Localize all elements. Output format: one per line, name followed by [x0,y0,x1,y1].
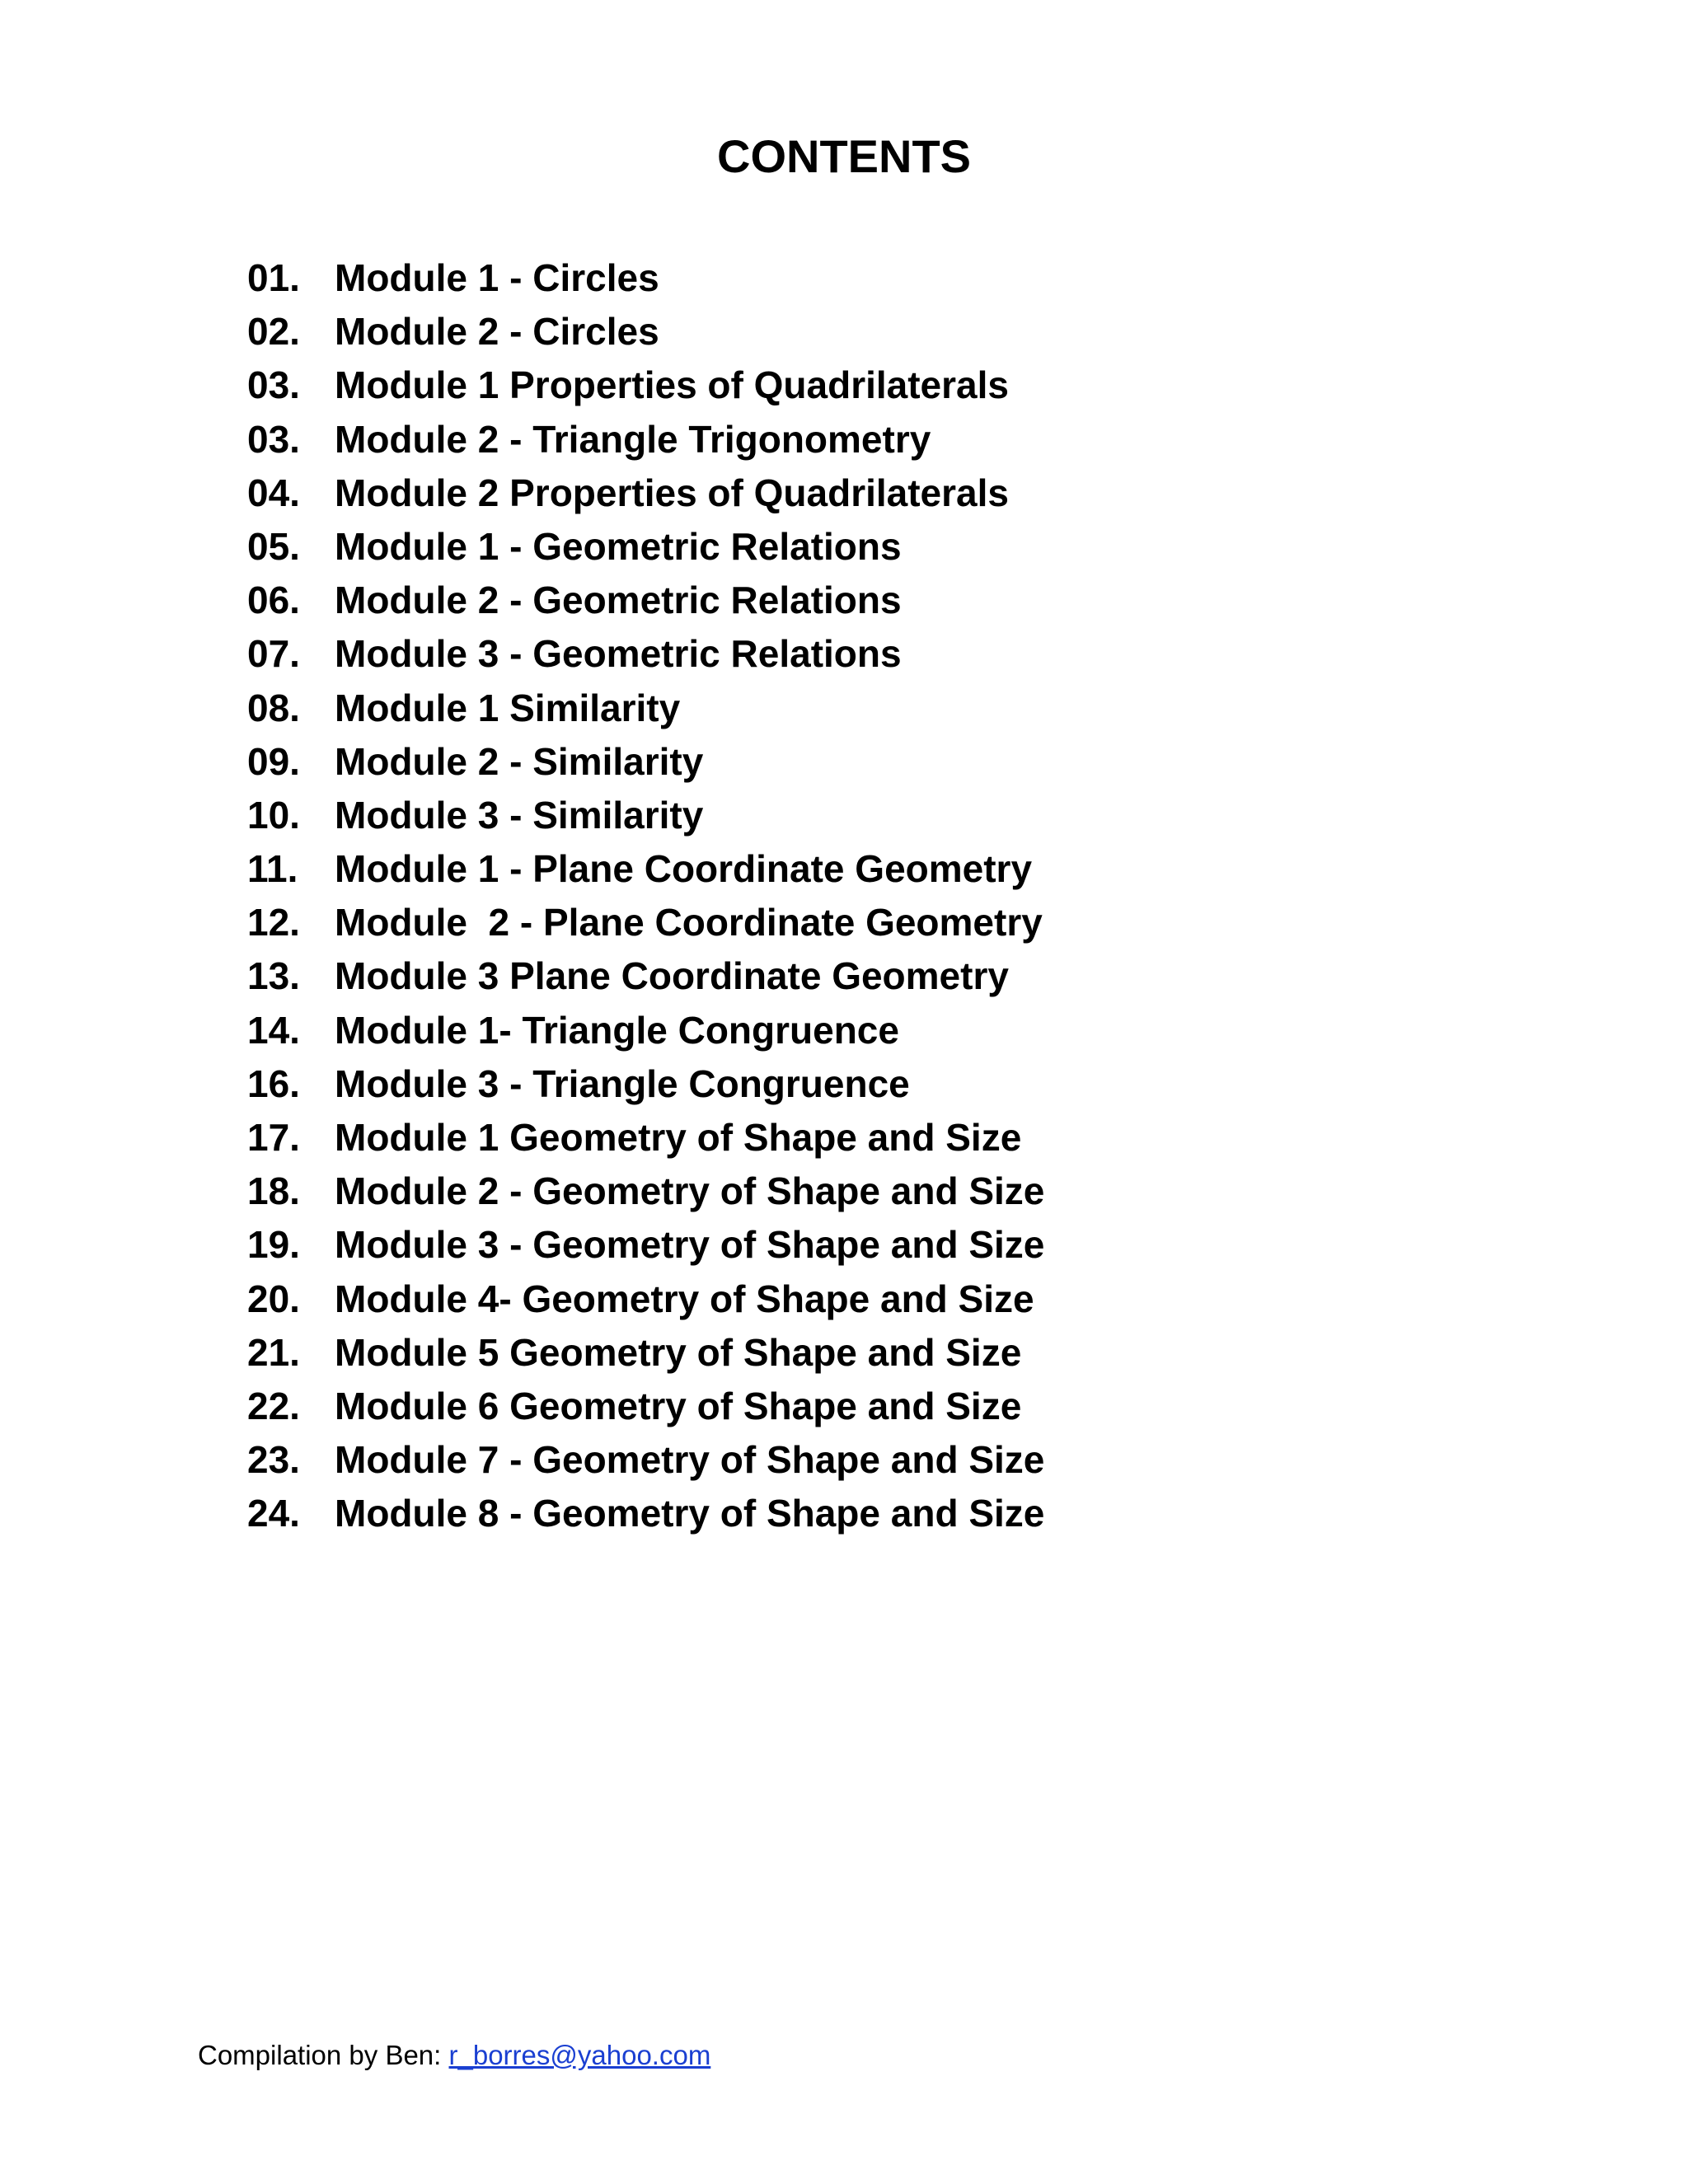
toc-entry-number: 21. [247,1330,300,1374]
footer-email-link[interactable]: r_borres@yahoo.com [448,2040,711,2070]
toc-entry-number: 05. [247,524,300,568]
toc-entry [247,309,1044,363]
toc-entry-title: Module 3 - Geometric Relations [335,632,902,676]
toc-entry-title: Module 1 Similarity [335,686,681,729]
toc-entry-title: Module 1 - Geometric Relations [335,524,902,568]
toc-entry-title: Module 4- Geometry of Shape and Size [335,1277,1034,1320]
toc-entry-title: Module 2 - Circles [335,310,659,354]
toc-entry [247,578,1044,631]
footer-label: Compilation by Ben: [198,2040,449,2070]
toc-entry [247,1384,1044,1437]
page-title: CONTENTS [717,130,971,182]
toc-entry-title: Module 6 Geometry of Shape and Size [335,1384,1022,1427]
table-of-contents [247,255,1044,1545]
toc-entry-title: Module 2 - Plane Coordinate Geometry [335,901,1043,944]
toc-entry-title: Module 1 - Circles [335,256,659,299]
footer [198,2037,710,2074]
toc-entry [247,471,1044,524]
toc-entry-number: 03. [247,363,300,407]
toc-entry-number: 04. [247,471,300,514]
toc-entry-title: Module 8 - Geometry of Shape and Size [335,1492,1045,1535]
toc-entry-number: 09. [247,739,300,783]
toc-entry-title: Module 2 Properties of Quadrilaterals [335,471,1009,514]
toc-entry [247,524,1044,578]
toc-entry-number: 13. [247,954,300,998]
toc-entry [247,846,1044,900]
toc-entry [247,1008,1044,1062]
toc-entry [247,954,1044,1007]
toc-entry [247,900,1044,954]
toc-entry-number: 01. [247,256,300,299]
toc-entry-title: Module 5 Geometry of Shape and Size [335,1330,1022,1374]
toc-entry-title: Module 3 - Similarity [335,793,704,837]
toc-entry [247,1169,1044,1222]
toc-entry [247,1062,1044,1115]
toc-entry [247,793,1044,846]
toc-entry-title: Module 3 Plane Coordinate Geometry [335,954,1009,998]
toc-entry-number: 24. [247,1492,300,1535]
toc-entry-title: Module 2 - Similarity [335,739,704,783]
toc-entry-title: Module 3 - Triangle Congruence [335,1062,910,1105]
toc-entry-number: 17. [247,1116,300,1159]
toc-entry-number: 02. [247,310,300,354]
toc-entry-title: Module 1 Geometry of Shape and Size [335,1116,1022,1159]
toc-entry [247,417,1044,471]
toc-entry [247,363,1044,416]
toc-entry-title: Module 1 Properties of Quadrilaterals [335,363,1009,407]
toc-entry [247,686,1044,739]
toc-entry-number: 12. [247,901,300,944]
toc-entry-title: Module 1 - Plane Coordinate Geometry [335,847,1033,891]
toc-entry-number: 07. [247,632,300,676]
toc-entry [247,1277,1044,1330]
toc-entry-number: 03. [247,417,300,461]
toc-entry-number: 14. [247,1008,300,1052]
toc-entry [247,255,1044,309]
toc-entry [247,631,1044,685]
toc-entry [247,1222,1044,1276]
toc-entry [247,1491,1044,1544]
toc-entry-number: 23. [247,1438,300,1482]
toc-entry-number: 11. [247,847,298,891]
toc-entry-title: Module 7 - Geometry of Shape and Size [335,1438,1045,1482]
toc-entry-title: Module 3 - Geometry of Shape and Size [335,1223,1045,1267]
toc-entry-title: Module 2 - Triangle Trigonometry [335,417,931,461]
toc-entry [247,1330,1044,1384]
toc-entry-number: 18. [247,1169,300,1213]
toc-entry-number: 06. [247,579,300,622]
toc-entry-number: 10. [247,793,300,837]
toc-entry [247,1437,1044,1491]
toc-entry-number: 19. [247,1223,300,1267]
toc-entry-title: Module 2 - Geometry of Shape and Size [335,1169,1045,1213]
toc-entry-number: 08. [247,686,300,729]
toc-entry-title: Module 1- Triangle Congruence [335,1008,899,1052]
toc-entry-number: 20. [247,1277,300,1320]
toc-entry [247,1115,1044,1169]
toc-entry-title: Module 2 - Geometric Relations [335,579,902,622]
toc-entry-number: 16. [247,1062,300,1105]
toc-entry-number: 22. [247,1384,300,1427]
toc-entry [247,739,1044,793]
